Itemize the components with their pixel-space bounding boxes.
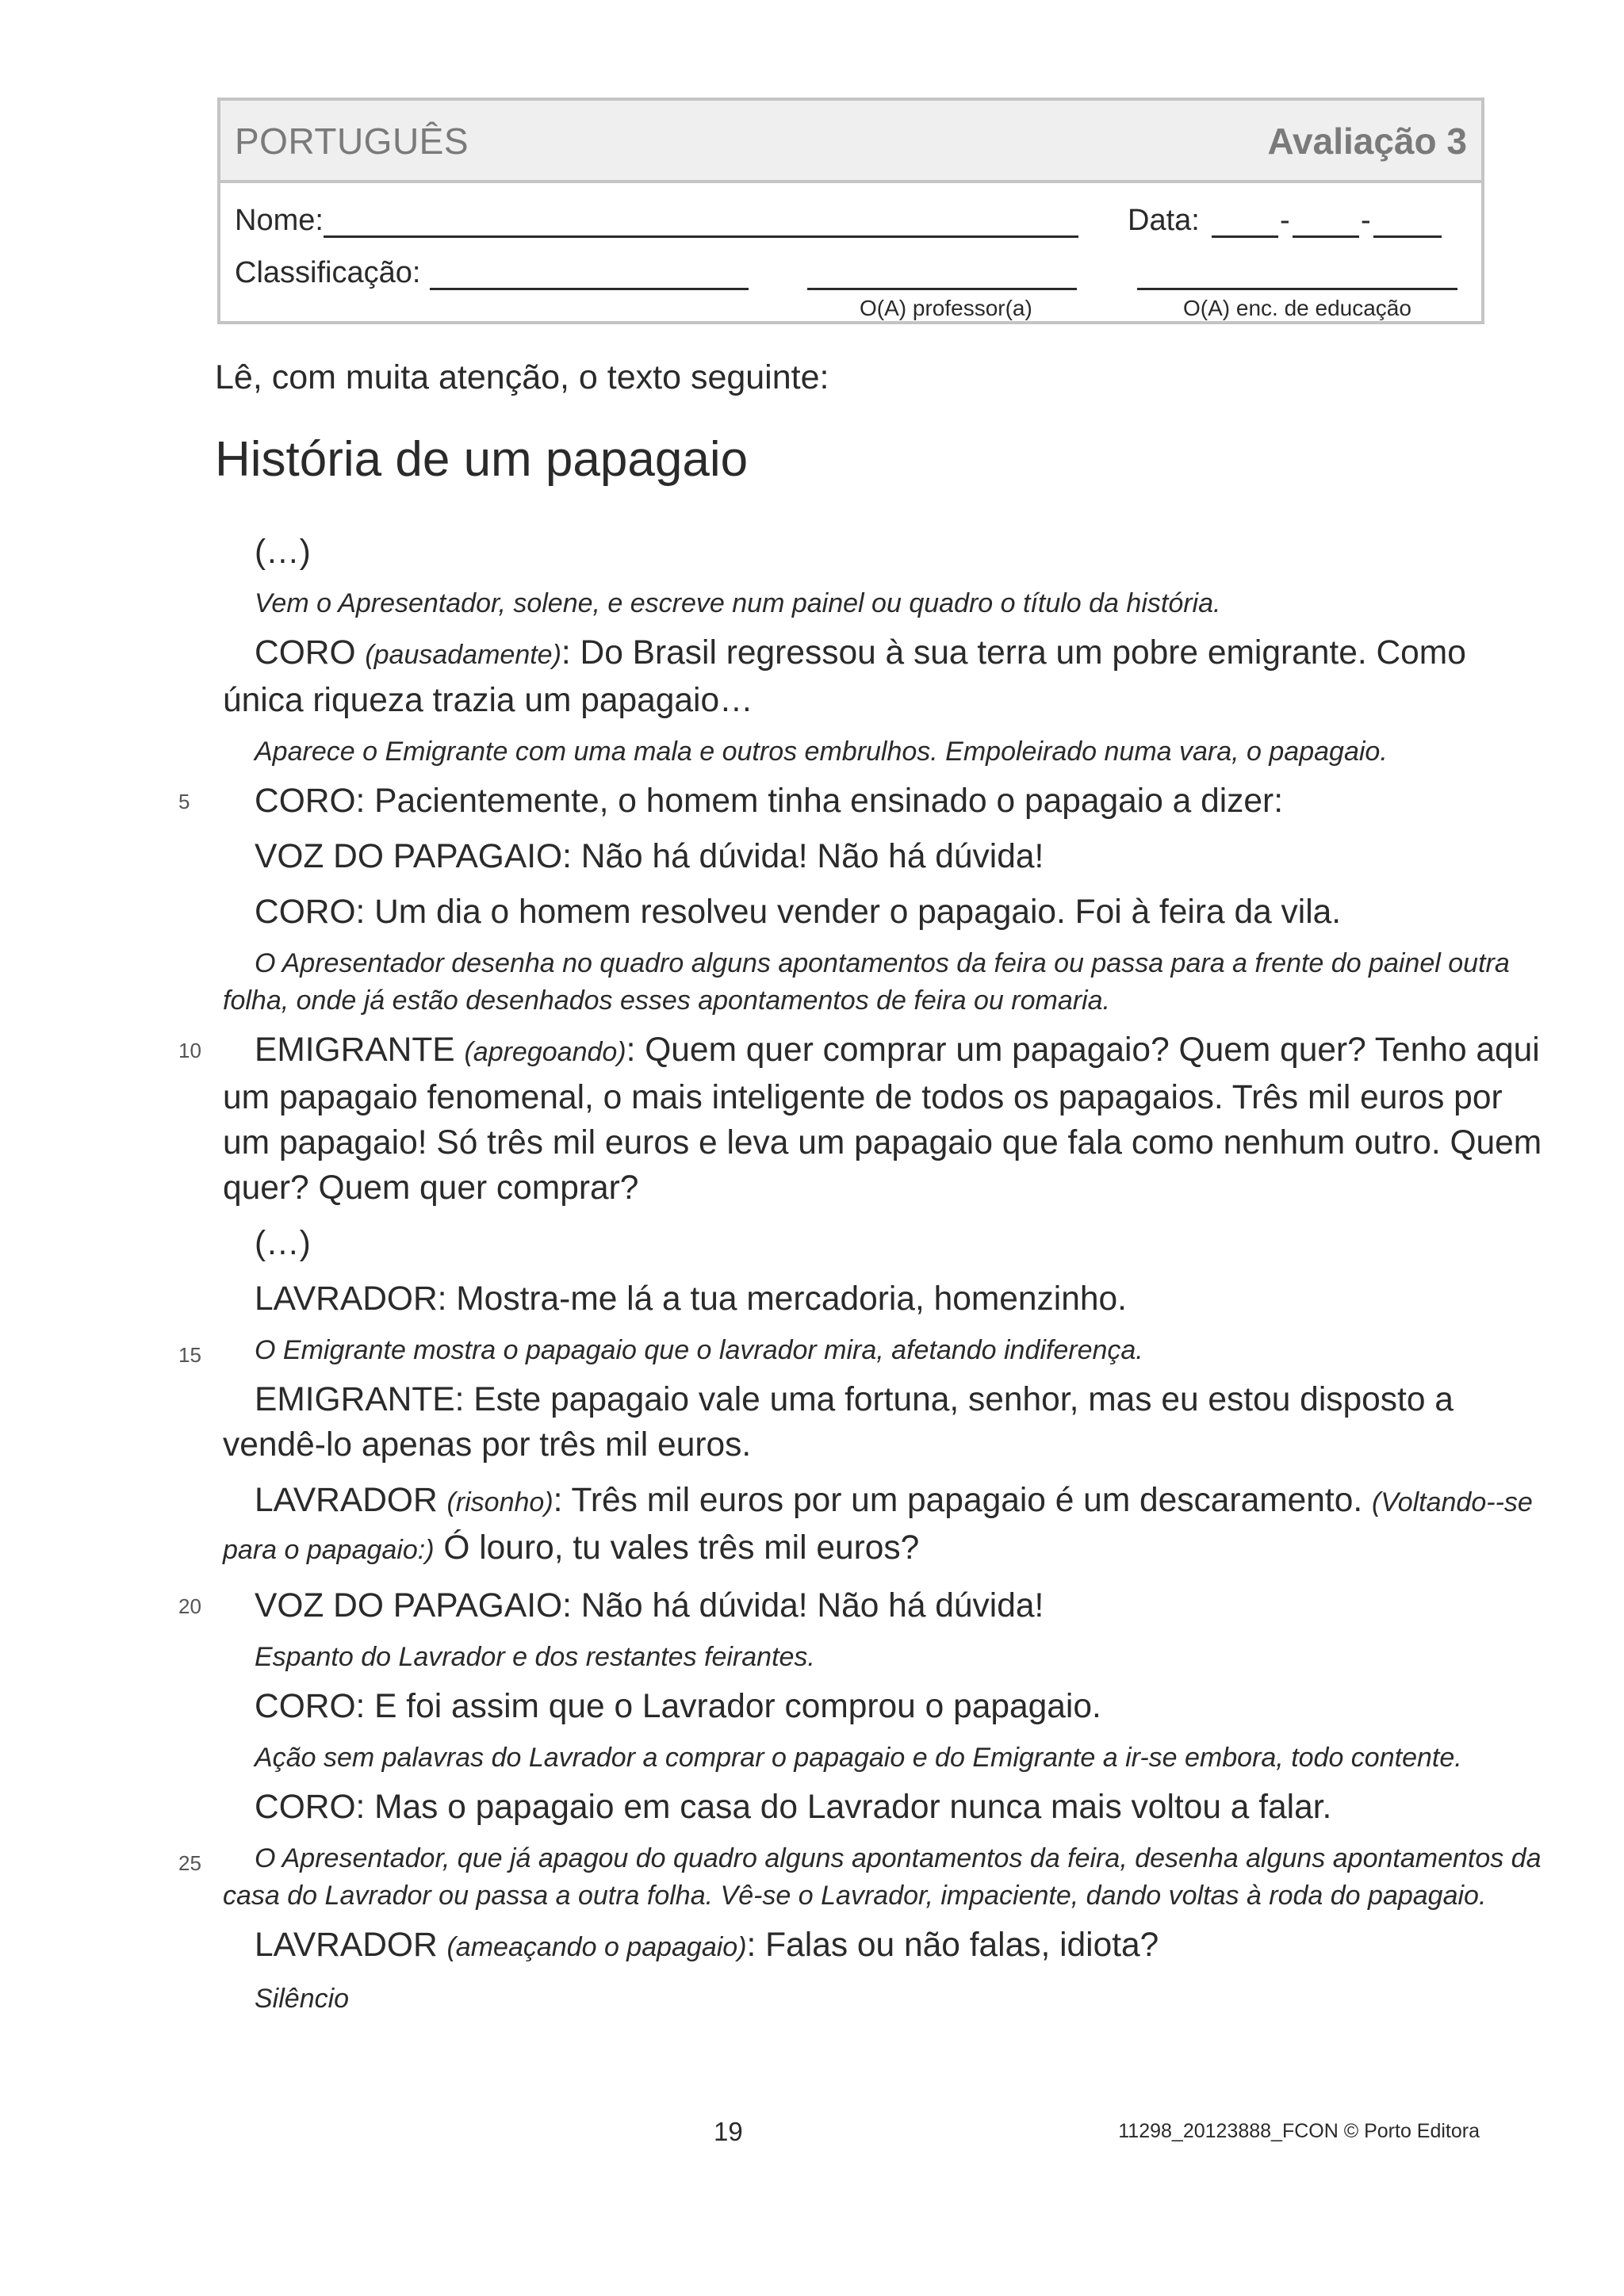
teacher-signature-line[interactable]: [807, 288, 1077, 290]
dialogue-line: CORO: Mas o papagaio em casa do Lavrador nunca mais voltou a falar.: [255, 1789, 1332, 1826]
dialogue-line: 10 EMIGRANTE (apregoando): Quem quer comprar um papagaio? Quem quer? Tenho aqui um papagaio fenomenal, o mais inteligente de todos os papagaios. Três mil euros por um papagaio! Só três mil euros e leva um papagaio que fala como nenhum outro. Quem quer? Quem quer comprar?: [178, 1031, 1542, 1207]
dialogue-line: CORO: E foi assim que o Lavrador comprou o papagaio.: [255, 1688, 1101, 1725]
stage-direction: 15 O Emigrante mostra o papagaio que o lavrador mira, afetando indiferença.: [178, 1335, 1143, 1367]
dialogue-line: LAVRADOR: Mostra-me lá a tua mercadoria, homenzinho.: [255, 1280, 1127, 1318]
subject-title: PORTUGUÊS: [235, 121, 469, 162]
guardian-signature-line[interactable]: [1137, 288, 1457, 290]
stage-direction: Aparece o Emigrante com uma mala e outros embrulhos. Empoleirado numa vara, o papagaio.: [255, 737, 1388, 767]
date-year-field[interactable]: [1373, 235, 1442, 238]
line-number: 25: [178, 1851, 201, 1875]
stage-direction: O Apresentador desenha no quadro alguns apontamentos da feira ou passa para a frente do painel outra folha, onde já estão desenhados esses apontamentos de feira ou romaria.: [223, 948, 1510, 1016]
line-number: 15: [178, 1343, 201, 1367]
dialogue-line: LAVRADOR (ameaçando o papagaio): Falas ou não falas, idiota?: [255, 1927, 1159, 1964]
stage-direction: Vem o Apresentador, solene, e escreve num painel ou quadro o título da história.: [255, 588, 1221, 618]
date-separator: -: [1361, 204, 1371, 237]
story-text: [178, 530, 1547, 2026]
date-day-field[interactable]: [1212, 235, 1278, 238]
dialogue-line: LAVRADOR (risonho): Três mil euros por um papagaio é um descaramento. (Voltando--se para o papagaio:) Ó louro, tu vales três mil euros?: [223, 1482, 1533, 1567]
dialogue-line: VOZ DO PAPAGAIO: Não há dúvida! Não há dúvida!: [255, 838, 1044, 875]
assessment-title: Avaliação 3: [1267, 121, 1467, 162]
date-label: Data:: [1128, 204, 1200, 237]
publisher-code: 11298_20123888_FCON © Porto Editora: [1118, 2120, 1480, 2142]
header-box: [217, 98, 1484, 324]
teacher-caption: O(A) professor(a): [860, 296, 1032, 320]
instruction: Lê, com muita atenção, o texto seguinte:: [215, 358, 829, 396]
date-month-field[interactable]: [1293, 235, 1359, 238]
line-number: 5: [178, 790, 190, 813]
page-number: 19: [714, 2117, 743, 2146]
line-number: 20: [178, 1594, 201, 1618]
header-title-bar: [220, 101, 1481, 183]
classification-field[interactable]: [430, 288, 749, 290]
dialogue-line: 5 CORO: Pacientemente, o homem tinha ensinado o papagaio a dizer:: [178, 783, 1284, 820]
story-title: História de um papagaio: [215, 432, 749, 487]
name-field[interactable]: [324, 235, 1078, 238]
stage-direction: Espanto do Lavrador e dos restantes feirantes.: [255, 1642, 815, 1672]
stage-direction: Silêncio: [255, 1984, 350, 2014]
date-separator: -: [1280, 204, 1290, 237]
stage-direction: Ação sem palavras do Lavrador a comprar o papagaio e do Emigrante a ir-se embora, todo contente.: [255, 1743, 1462, 1773]
line-number: 10: [178, 1039, 201, 1062]
classification-label: Classificação:: [235, 256, 421, 289]
dialogue-line: CORO (pausadamente): Do Brasil regressou à sua terra um pobre emigrante. Como única riqueza trazia um papagaio…: [223, 634, 1466, 719]
stage-direction: 25 O Apresentador, que já apagou do quadro alguns apontamentos da feira, desenha alguns apontamentos da casa do Lavrador ou passa a outra folha. Vê-se o Lavrador, impaciente, dando voltas à roda do papagaio.: [178, 1843, 1542, 1911]
name-label: Nome:: [235, 204, 324, 237]
ellipsis-line: (…): [255, 534, 311, 571]
ellipsis-line: (…): [255, 1225, 311, 1262]
dialogue-line: EMIGRANTE: Este papagaio vale uma fortuna, senhor, mas eu estou disposto a vendê-lo apenas por três mil euros.: [223, 1381, 1454, 1464]
guardian-caption: O(A) enc. de educação: [1183, 296, 1411, 320]
dialogue-line: 20 VOZ DO PAPAGAIO: Não há dúvida! Não há dúvida!: [178, 1587, 1044, 1624]
dialogue-line: CORO: Um dia o homem resolveu vender o papagaio. Foi à feira da vila.: [255, 894, 1342, 931]
